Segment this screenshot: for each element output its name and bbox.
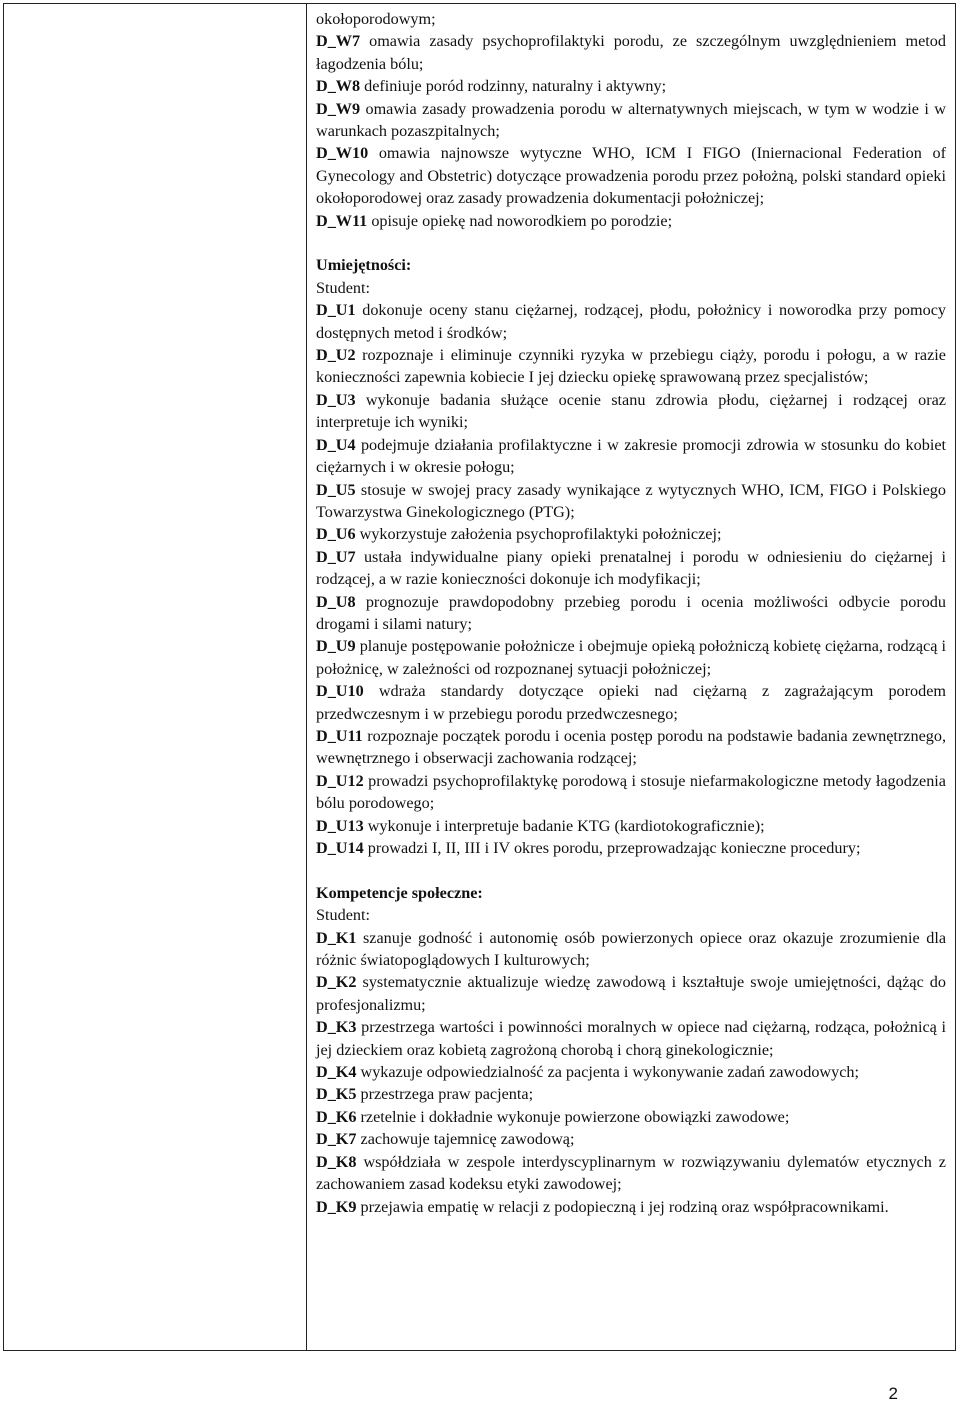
outcome-text: systematycznie aktualizuje wiedzę zawodową i kształtuje swoje umiejętności, dążąc do profesjonalizmu; — [316, 973, 946, 1014]
skill-item — [316, 770, 946, 815]
outcome-text: opisuje opiekę nad noworodkiem po porodzie; — [367, 211, 673, 230]
outcome-code: D_W8 — [316, 77, 361, 96]
outcome-text: dokonuje oceny stanu ciężarnej, rodzącej, płodu, położnicy i noworodka przy pomocy dostępnych metod i środków; — [316, 301, 946, 342]
knowledge-item — [316, 210, 946, 232]
outcome-text: wykonuje i interpretuje badanie KTG (kardiotokograficznie); — [363, 816, 765, 835]
skill-item — [316, 344, 946, 389]
page-number: 2 — [888, 1384, 898, 1403]
outcome-text: wykonuje badania służące ocenie stanu zdrowia płodu, ciężarnej i rodzącej oraz interpretuje ich wyniki; — [316, 390, 946, 432]
competence-item — [316, 971, 946, 1016]
outcome-text: szanuje godność i autonomię osób powierzonych opiece oraz okazuje zrozumienie dla różnic światopoglądowych I kulturowych; — [316, 928, 946, 970]
outcome-text: definiuje poród rodzinny, naturalny i aktywny; — [360, 77, 667, 96]
outcome-code: D_U12 — [316, 771, 364, 790]
knowledge-item — [316, 98, 946, 143]
competence-item — [316, 927, 946, 972]
outcome-code: D_U6 — [316, 525, 356, 544]
outcome-code: D_K3 — [316, 1018, 357, 1037]
knowledge-item — [316, 30, 946, 75]
competence-item — [316, 1106, 946, 1128]
outcome-code: D_W9 — [316, 99, 361, 118]
outcome-text: przestrzega wartości i powinności moralnych w opiece nad ciężarną, rodząca, położnicą i jej dzieckiem oraz kobietą zagrożoną chorobą i chorą ginekologicznie; — [316, 1018, 946, 1059]
outcome-code: D_W11 — [316, 211, 368, 230]
competence-item — [316, 1016, 946, 1061]
outcome-text: stosuje w swojej pracy zasady wynikające z wytycznych WHO, ICM, FIGO i Polskiego Towarzystwa Ginekologicznego (PTG); — [316, 480, 946, 521]
skills-heading: Umiejętności: — [316, 256, 412, 275]
skill-item — [316, 725, 946, 770]
skill-item — [316, 815, 946, 837]
outcome-code: D_U13 — [316, 816, 364, 835]
competences-subject: Student: — [316, 906, 370, 925]
outcome-code: D_K4 — [316, 1063, 357, 1082]
column-divider — [306, 4, 307, 1350]
outcome-code: D_U7 — [316, 547, 356, 566]
outcome-text: prowadzi psychoprofilaktykę porodową i stosuje niefarmakologiczne metody łagodzenia bólu porodowego; — [316, 771, 946, 813]
skills-subject: Student: — [316, 278, 370, 297]
outcome-text: przejawia empatię w relacji z podopieczną i jej rodziną oraz współpracownikami. — [356, 1197, 889, 1216]
outcome-text: wykazuje odpowiedzialność za pacjenta i wykonywanie zadań zawodowych; — [356, 1063, 859, 1082]
outcome-code: D_K6 — [316, 1107, 357, 1126]
outcome-text: zachowuje tajemnicę zawodową; — [356, 1130, 575, 1149]
outcome-code: D_W10 — [316, 144, 369, 163]
competence-item — [316, 1128, 946, 1150]
competences-list — [316, 927, 946, 1218]
outcome-code: D_U3 — [316, 390, 356, 409]
competence-item — [316, 1083, 946, 1105]
competence-item — [316, 1151, 946, 1196]
skill-item — [316, 299, 946, 344]
outcome-text: podejmuje działania profilaktyczne i w zakresie promocji zdrowia w stosunku do kobiet ciężarnych i w okresie połogu; — [316, 435, 946, 477]
outcome-code: D_U10 — [316, 682, 364, 701]
outcome-text: wdraża standardy dotyczące opieki nad ciężarną z zagrażającym porodem przedwczesnym i w przebiegu porodu przedwczesnego; — [316, 682, 946, 723]
learning-outcomes-table — [3, 3, 956, 1351]
skill-item — [316, 591, 946, 636]
outcome-code: D_K5 — [316, 1085, 357, 1104]
outcome-text: rzetelnie i dokładnie wykonuje powierzone obowiązki zawodowe; — [356, 1107, 790, 1126]
skill-item — [316, 546, 946, 591]
outcome-code: D_K8 — [316, 1152, 357, 1171]
knowledge-item — [316, 142, 946, 209]
outcome-code: D_K9 — [316, 1197, 357, 1216]
knowledge-item — [316, 8, 946, 30]
outcome-code: D_U1 — [316, 301, 356, 320]
outcome-code: D_U2 — [316, 346, 356, 365]
knowledge-section — [316, 8, 946, 232]
skill-item — [316, 680, 946, 725]
knowledge-item — [316, 75, 946, 97]
outcome-code: D_U8 — [316, 592, 356, 611]
competences-heading: Kompetencje społeczne: — [316, 883, 483, 902]
outcomes-cell — [316, 8, 946, 1218]
outcome-code: D_U5 — [316, 480, 356, 499]
outcome-text: okołoporodowym; — [316, 10, 436, 28]
skills-list — [316, 299, 946, 859]
skill-item — [316, 837, 946, 859]
outcome-text: planuje postępowanie położnicze i obejmuje opieką położniczą kobietę ciężarna, rodzącą i położnicę, w zależności od rozpoznanej sytuacji położniczej; — [316, 637, 946, 678]
outcome-text: przestrzega praw pacjenta; — [356, 1085, 534, 1104]
outcome-code: D_K1 — [316, 928, 357, 947]
outcome-text: omawia zasady prowadzenia porodu w alternatywnych miejscach, w tym w wodzie i w warunkach pozaszpitalnych; — [316, 99, 946, 141]
outcome-code: D_U4 — [316, 435, 356, 454]
competence-item — [316, 1196, 946, 1218]
competence-item — [316, 1061, 946, 1083]
outcome-text: prowadzi I, II, III i IV okres porodu, przeprowadzając konieczne procedury; — [363, 839, 861, 858]
outcome-text: wykorzystuje założenia psychoprofilaktyki położniczej; — [355, 525, 722, 544]
outcome-text: ustała indywidualne piany opieki prenatalnej i porodu w odniesieniu do ciężarnej i rodzącej, a w razie konieczności dokonuje ich modyfikacji; — [316, 547, 946, 589]
outcome-code: D_U9 — [316, 637, 356, 656]
outcome-code: D_K7 — [316, 1130, 357, 1149]
outcome-code: D_K2 — [316, 973, 357, 992]
outcome-text: omawia zasady psychoprofilaktyki porodu, ze szczególnym uwzględnieniem metod łagodzenia bólu; — [316, 32, 946, 73]
outcome-text: rozpoznaje początek porodu i ocenia postęp porodu na podstawie badania zewnętrznego, wewnętrznego i obserwacji zachowania rodzącej; — [316, 726, 946, 768]
skill-item — [316, 434, 946, 479]
outcome-text: omawia najnowsze wytyczne WHO, ICM I FIGO (Iniernacional Federation of Gynecology and Obstetric) dotyczące prowadzenia porodu przez położną, polski standard opieki okołoporodowej oraz zasady prowadzenia dokumentacji położniczej; — [316, 144, 946, 208]
skill-item — [316, 479, 946, 524]
outcome-text: prognozuje prawdopodobny przebieg porodu i ocenia możliwości odbycie porodu drogami i silami natury; — [316, 592, 946, 633]
outcome-code: D_U14 — [316, 839, 364, 858]
outcome-code: D_U11 — [316, 726, 363, 745]
outcome-text: współdziała w zespole interdyscyplinarnym w rozwiązywaniu dylematów etycznych z zachowaniem zasad kodeksu etyki zawodowej; — [316, 1152, 946, 1194]
skill-item — [316, 523, 946, 545]
skill-item — [316, 389, 946, 434]
skill-item — [316, 635, 946, 680]
outcome-text: rozpoznaje i eliminuje czynniki ryzyka w przebiegu ciąży, porodu i połogu, a w razie konieczności zapewnia kobiecie I jej dziecku opiekę sprawowaną przez specjalistów; — [316, 346, 946, 387]
outcome-code: D_W7 — [316, 32, 361, 51]
